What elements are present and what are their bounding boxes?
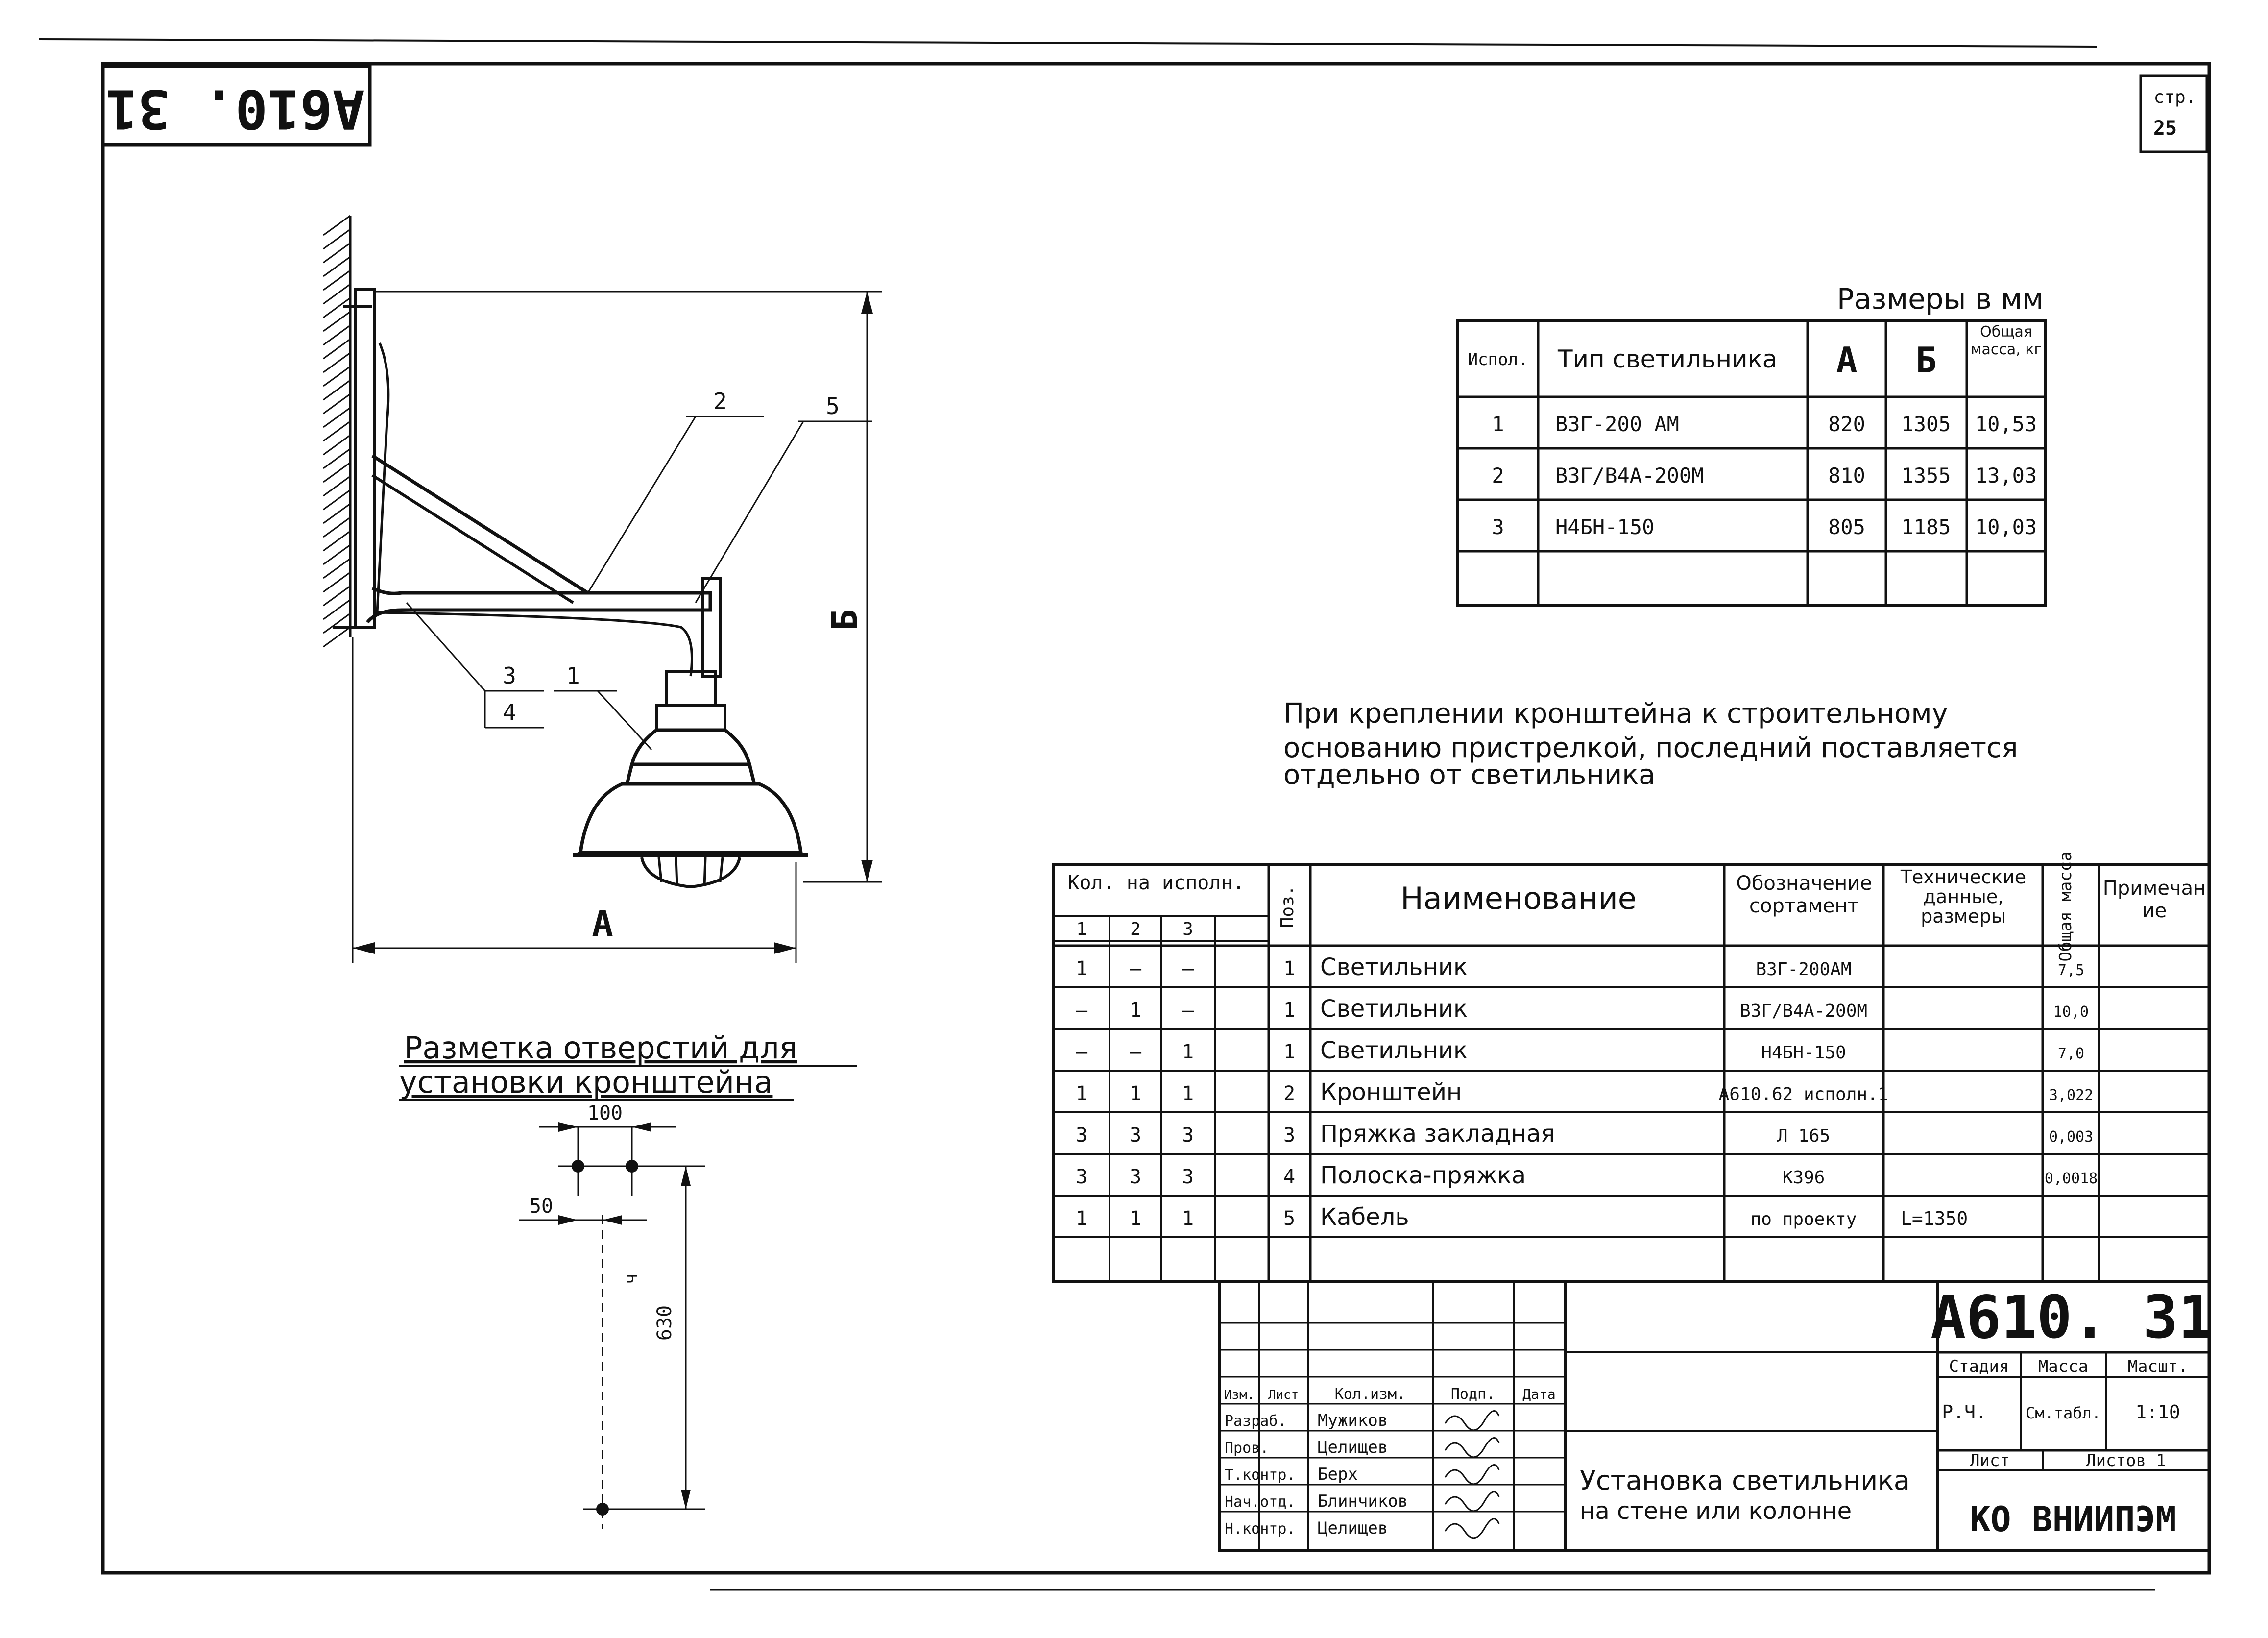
spec-cell-des: А610.62 исполн.1 xyxy=(1718,1084,1889,1104)
spec-cell-name: Полоска-пряжка xyxy=(1320,1162,1526,1189)
title-block xyxy=(1220,1281,2214,1551)
tb-role: Пров. xyxy=(1225,1440,1269,1457)
dims-header-a: А xyxy=(1836,340,1858,381)
position-label-1: 1 xyxy=(566,662,580,689)
spec-cell-pos: 1 xyxy=(1283,999,1296,1022)
dims-cell: ВЗГ/В4А-200М xyxy=(1555,464,1704,488)
title-block-sheets-label: Листов 1 xyxy=(2086,1451,2166,1470)
title-block-stage-label: Стадия xyxy=(1949,1357,2009,1376)
dims-cell: ВЗГ-200 АМ xyxy=(1555,412,1679,436)
dims-header-mass: Общая масса, кг xyxy=(1970,323,2042,358)
signature-scribble xyxy=(1445,1519,1499,1538)
title-block-mass-label: Масса xyxy=(2038,1357,2089,1376)
spec-header-tech: Технические данные, размеры xyxy=(1900,867,2027,927)
dimension-50: 50 xyxy=(529,1195,554,1218)
sheet-code-rotated: А610. 31 xyxy=(105,77,365,141)
spec-cell-q1: 1 xyxy=(1075,957,1088,980)
spec-header-qty: Кол. на исполн. xyxy=(1067,872,1245,894)
dims-cell: 2 xyxy=(1492,464,1504,488)
tb-role: Н.контр. xyxy=(1225,1520,1296,1538)
dimensions-table xyxy=(1457,282,2045,605)
tb-person: Целищев xyxy=(1318,1438,1388,1457)
dims-cell: 10,53 xyxy=(1975,412,2037,436)
spec-cell-des: ВЗГ-200АМ xyxy=(1756,959,1852,979)
note-line-2: основанию пристрелкой, последний поставляется xyxy=(1283,732,2018,764)
dims-cell: 810 xyxy=(1828,464,1865,488)
hole-marking-drawing xyxy=(399,1030,857,1529)
dims-header-variant: Испол. xyxy=(1468,350,1528,369)
signature-scribble xyxy=(1445,1465,1499,1484)
spec-header-qty-1: 1 xyxy=(1076,919,1087,939)
spec-cell-q3: 3 xyxy=(1182,1166,1194,1188)
spec-cell-q1: 3 xyxy=(1075,1166,1088,1188)
marking-title-line1: Разметка отверстий для xyxy=(404,1030,797,1066)
page-label: стр. xyxy=(2153,87,2196,107)
title-block-stage: Р.Ч. xyxy=(1942,1401,1987,1423)
spec-cell-tech: L=1350 xyxy=(1901,1208,1968,1229)
title-block-mass: См.табл. xyxy=(2025,1404,2101,1422)
spec-header-note: Примечание xyxy=(2102,877,2206,922)
spec-cell-mass: 3,022 xyxy=(2049,1087,2094,1104)
dims-cell: Н4БН-150 xyxy=(1555,515,1655,539)
note-line-3: отдельно от светильника xyxy=(1283,759,1656,791)
spec-cell-mass: 7,0 xyxy=(2057,1045,2085,1062)
spec-header-name: Наименование xyxy=(1400,880,1637,916)
dims-cell: 3 xyxy=(1492,515,1504,539)
position-label-4: 4 xyxy=(503,699,516,726)
tb-col-kol: Кол.изм. xyxy=(1334,1386,1406,1403)
spec-header-mass: Общая масса xyxy=(2056,851,2075,962)
mounting-note xyxy=(1283,698,2018,791)
spec-cell-name: Светильник xyxy=(1320,1037,1468,1064)
tb-person: Берх xyxy=(1318,1465,1358,1484)
spec-cell-q3: 1 xyxy=(1182,1041,1194,1063)
spec-cell-name: Пряжка закладная xyxy=(1320,1120,1555,1148)
dims-cell: 1355 xyxy=(1901,464,1951,488)
spec-cell-des: Н4БН-150 xyxy=(1761,1043,1846,1063)
tb-col-podp: Подп. xyxy=(1450,1386,1496,1403)
tb-person: Блинчиков xyxy=(1318,1491,1408,1511)
position-label-2: 2 xyxy=(713,388,727,415)
spec-cell-q2: 1 xyxy=(1129,999,1142,1022)
dims-cell: 820 xyxy=(1828,412,1865,436)
dimension-630: 630 xyxy=(653,1305,676,1341)
tb-person: Целищев xyxy=(1318,1518,1388,1538)
spec-cell-q2: — xyxy=(1129,957,1142,980)
spec-cell-des: ВЗГ/В4А-200М xyxy=(1739,1001,1868,1021)
spec-cell-q3: 3 xyxy=(1182,1124,1194,1147)
dims-cell: 1305 xyxy=(1901,412,1951,436)
spec-cell-q1: 1 xyxy=(1075,1207,1088,1230)
spec-cell-des: Л 165 xyxy=(1777,1126,1831,1146)
spec-cell-des: по проекту xyxy=(1750,1209,1857,1229)
spec-cell-q3: — xyxy=(1182,957,1194,980)
dims-cell: 1185 xyxy=(1901,515,1951,539)
tb-role: Нач.отд. xyxy=(1225,1493,1296,1511)
spec-cell-pos: 1 xyxy=(1283,1041,1296,1063)
spec-cell-pos: 5 xyxy=(1283,1207,1296,1230)
signature-scribble xyxy=(1445,1492,1499,1511)
spec-header-qty-2: 2 xyxy=(1130,919,1141,939)
spec-cell-q1: — xyxy=(1075,1041,1088,1063)
marking-title-line2: установки кронштейна xyxy=(399,1064,773,1100)
title-block-title-line2: на стене или колонне xyxy=(1580,1497,1852,1525)
marking-small-mark: ч xyxy=(621,1273,641,1284)
tb-col-izm: Изм. xyxy=(1224,1388,1255,1402)
spec-cell-q1: — xyxy=(1075,999,1088,1022)
spec-cell-q2: 3 xyxy=(1129,1124,1142,1147)
spec-header-qty-3: 3 xyxy=(1182,919,1193,939)
spec-cell-q2: — xyxy=(1129,1041,1142,1063)
spec-cell-pos: 1 xyxy=(1283,957,1296,980)
spec-cell-mass: 0,0018 xyxy=(2044,1170,2098,1187)
dims-cell: 13,03 xyxy=(1975,464,2037,488)
dims-cell: 1 xyxy=(1492,412,1504,436)
title-block-sheet-label: Лист xyxy=(1970,1451,2010,1470)
dimension-a-label: А xyxy=(592,903,613,944)
spec-cell-mass: 7,5 xyxy=(2057,962,2085,979)
tb-person: Мужиков xyxy=(1318,1411,1388,1430)
spec-cell-q1: 3 xyxy=(1075,1124,1088,1147)
specification-table xyxy=(1053,851,2209,1281)
spec-cell-q1: 1 xyxy=(1075,1082,1088,1105)
title-block-scale: 1:10 xyxy=(2135,1401,2180,1423)
dims-header-type: Тип светильника xyxy=(1558,345,1778,373)
dims-cell: 10,03 xyxy=(1975,515,2037,539)
dimensions-caption: Размеры в мм xyxy=(1837,282,2044,316)
spec-cell-name: Светильник xyxy=(1320,953,1468,981)
tb-role: Разраб. xyxy=(1225,1413,1287,1430)
sheet-frame xyxy=(39,39,2209,1590)
page-number: 25 xyxy=(2153,117,2177,140)
title-block-org: КО ВНИИПЭМ xyxy=(1970,1499,2176,1540)
wall-hatching xyxy=(323,216,350,647)
tb-col-list: Лист xyxy=(1268,1388,1299,1402)
dims-header-b: Б xyxy=(1915,340,1937,381)
spec-cell-name: Кронштейн xyxy=(1320,1078,1462,1106)
spec-cell-q3: — xyxy=(1182,999,1194,1022)
dimension-100: 100 xyxy=(587,1102,623,1125)
title-block-code: А610. 31 xyxy=(1930,1284,2214,1352)
signature-scribble xyxy=(1445,1411,1499,1430)
spec-cell-pos: 4 xyxy=(1283,1166,1296,1188)
spec-cell-mass: 10,0 xyxy=(2053,1003,2089,1021)
title-block-scale-label: Масшт. xyxy=(2127,1357,2188,1376)
position-label-5: 5 xyxy=(826,393,840,419)
spec-cell-des: К396 xyxy=(1782,1168,1825,1188)
spec-header-designation: Обозначение сортамент xyxy=(1736,872,1872,917)
spec-cell-q2: 1 xyxy=(1129,1207,1142,1230)
spec-cell-name: Светильник xyxy=(1320,995,1468,1023)
spec-cell-pos: 2 xyxy=(1283,1082,1296,1105)
tb-role: Т.контр. xyxy=(1225,1467,1296,1484)
dimension-b-label: Б xyxy=(824,609,866,631)
spec-header-pos: Поз. xyxy=(1278,885,1298,928)
position-label-3: 3 xyxy=(503,662,516,689)
title-block-title-line1: Установка светильника xyxy=(1580,1465,1910,1496)
note-line-1: При креплении кронштейна к строительному xyxy=(1283,698,1948,730)
spec-cell-q3: 1 xyxy=(1182,1082,1194,1105)
spec-cell-name: Кабель xyxy=(1320,1203,1409,1231)
signature-scribble xyxy=(1445,1438,1499,1457)
spec-cell-mass: 0,003 xyxy=(2049,1128,2094,1146)
spec-cell-pos: 3 xyxy=(1283,1124,1296,1147)
tb-col-date: Дата xyxy=(1522,1386,1556,1402)
spec-cell-q2: 3 xyxy=(1129,1166,1142,1188)
spec-cell-q2: 1 xyxy=(1129,1082,1142,1105)
luminaire-bracket-drawing xyxy=(323,216,882,963)
dims-cell: 805 xyxy=(1828,515,1865,539)
spec-cell-q3: 1 xyxy=(1182,1207,1194,1230)
